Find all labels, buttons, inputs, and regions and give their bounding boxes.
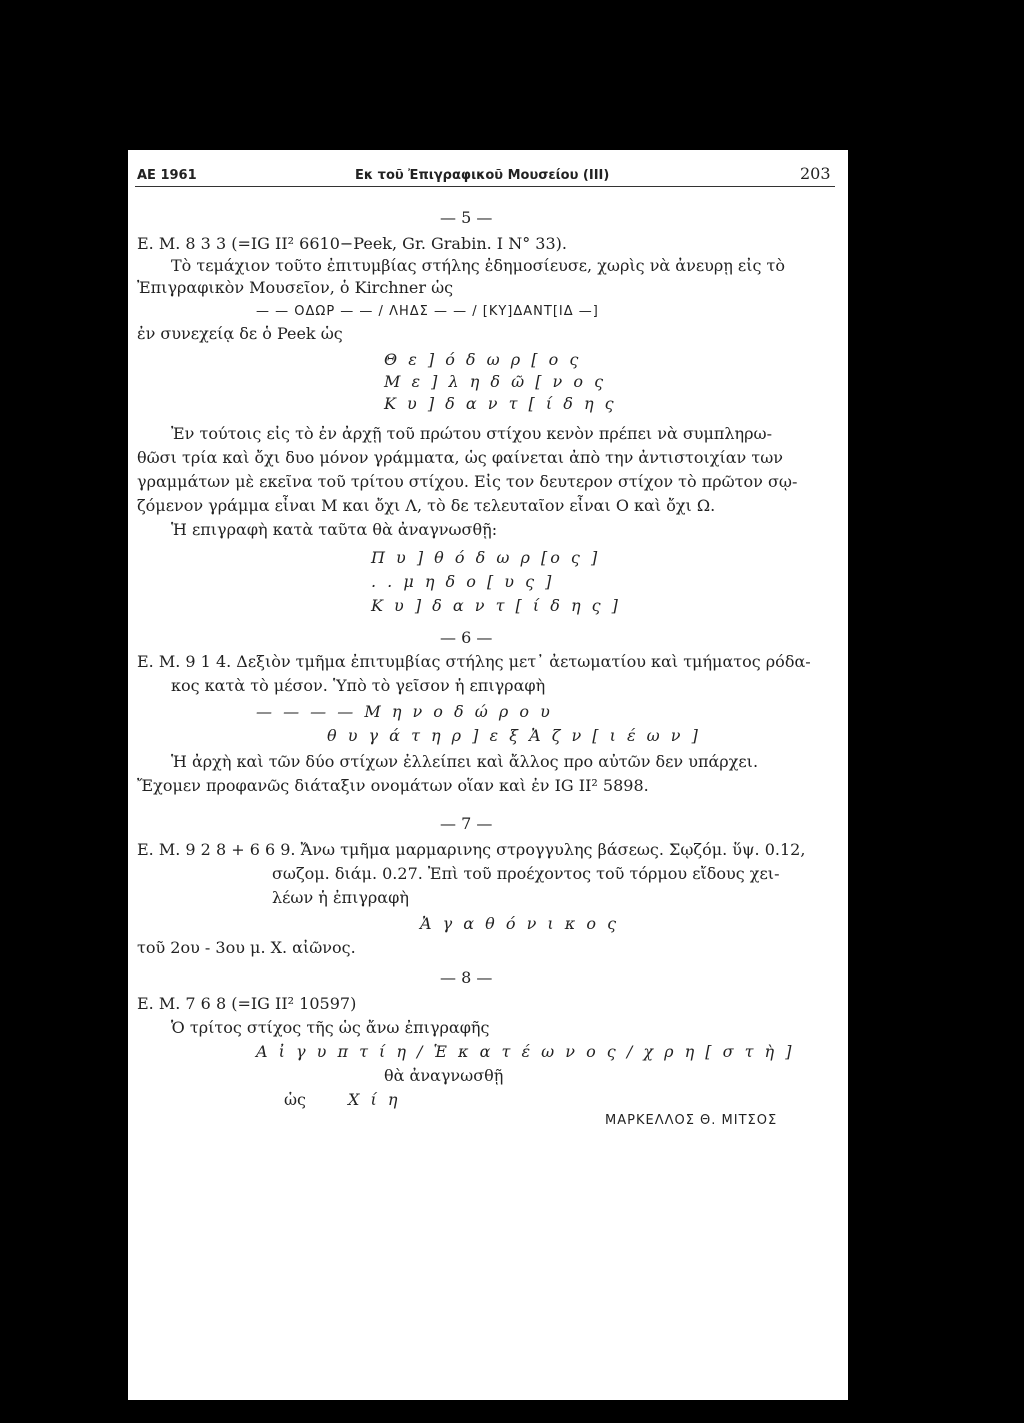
kirchner-reading: — — ΟΔΩΡ — — / ΛΗΔΣ — — / [ΚΥ]ΔΑΝΤ[ΙΔ —] — [256, 304, 599, 319]
section-5-para-line: θῶσι τρία καὶ ὄχι δυο μόνον γράμματα, ὡς φαίνεται ἀπὸ την ἀντιστοιχίαν των — [137, 448, 783, 467]
section-8-line: ὡς — [284, 1090, 307, 1109]
inscription-line: θ υ γ ά τ η ρ ] ε ξ Ἀ ζ ν [ ι έ ω ν ] — [327, 726, 701, 745]
section-7-line: λέων ἡ ἐπιγραφὴ — [272, 888, 409, 907]
corrected-reading: Χ ί η — [348, 1090, 401, 1109]
section-6-line: Ἡ ἀρχὴ καὶ τῶν δύο στίχων ἐλλείπει καὶ ἄλλος προ αὐτῶν δεν υπάρχει. — [171, 752, 759, 771]
inscription-name: Ἀ γ α θ ό ν ι κ ο ς — [420, 914, 620, 933]
revised-reading-line: . . μ η δ ο [ υ ς ] — [371, 572, 555, 591]
section-8-line: θὰ ἀναγνωσθῇ — [384, 1066, 504, 1085]
section-6-line: Ἔχομεν προφανῶς διάταξιν ονομάτων οἵαν καὶ ἐν IG II² 5898. — [137, 776, 649, 795]
running-title: Εκ τοῦ Ἐπιγραφικοῦ Μουσείου (ΙΙΙ) — [355, 168, 610, 183]
section-8-number: — 8 — — [440, 968, 493, 987]
section-8-line: Ὁ τρίτος στίχος τῆς ὡς ἄνω ἐπιγραφῆς — [171, 1018, 490, 1037]
section-7-line: Ε. Μ. 9 2 8 + 6 6 9. Ἄνω τμῆμα μαρμαρινης στρογγυλης βάσεως. Σῳζόμ. ὕψ. 0.12, — [137, 840, 806, 859]
peek-reading-line: Κ υ ] δ α ν τ [ ί δ η ς — [384, 394, 617, 413]
section-5-para-line: Ἐν τούτοις εἰς τὸ ἐν ἀρχῇ τοῦ πρώτου στίχου κενὸν πρέπει νὰ συμπληρω- — [171, 424, 772, 443]
inscription-line: Α ἰ γ υ π τ ί η / Ἑ κ α τ έ ω ν ο ς / χ ρ η [ σ τ ὴ ] — [256, 1042, 795, 1061]
revised-reading-line: Π υ ] θ ό δ ω ρ [ο ς ] — [371, 548, 601, 567]
journal-year: ΑΕ 1961 — [137, 168, 197, 183]
page-number: 203 — [800, 164, 831, 183]
section-8-reference: Ε. Μ. 7 6 8 (=IG II² 10597) — [137, 994, 357, 1013]
section-5-para-line: Τὸ τεμάχιον τοῦτο ἐπιτυμβίας στήλης ἐδημοσίευσε, χωρὶς νὰ ἀνευρῃ εἰς τὸ — [171, 256, 786, 275]
peek-reading-line: Θ ε ] ό δ ω ρ [ ο ς — [384, 350, 582, 369]
inscription-line: — — — — Μ η ν ο δ ώ ρ ο υ — [256, 702, 553, 721]
header-rule — [135, 186, 835, 187]
revised-reading-line: Κ υ ] δ α ν τ [ ί δ η ς ] — [371, 596, 621, 615]
section-5-para-line: γραμμάτων μὲ εκεῖνα τοῦ τρίτου στίχου. Εἰς τον δευτερον στίχον τὸ πρῶτον σῳ- — [137, 472, 798, 491]
section-5-number: — 5 — — [440, 208, 493, 227]
peek-reading-line: Μ ε ] λ η δ ῶ [ ν ο ς — [384, 372, 607, 391]
section-5-reference: Ε. Μ. 8 3 3 (=IG II² 6610−Peek, Gr. Grabin. I N° 33). — [137, 234, 567, 253]
section-6-line: Ε. Μ. 9 1 4. Δεξιὸν τμῆμα ἐπιτυμβίας στήλης μετ᾽ ἀετωματίου καὶ τμήματος ρόδα- — [137, 652, 811, 671]
section-5-para-line: ἐν συνεχείᾳ δε ὁ Peek ὡς — [137, 324, 343, 343]
section-5-para-line: Ἡ επιγραφὴ κατὰ ταῦτα θὰ ἀναγνωσθῇ: — [171, 520, 498, 539]
section-6-line: κος κατὰ τὸ μέσον. Ὑπὸ τὸ γεῖσον ἡ επιγραφὴ — [171, 676, 546, 695]
section-5-para-line: ζόμενον γράμμα εἶναι Μ και ὄχι Λ, τὸ δε τελευταῖον εἶναι Ο καὶ ὄχι Ω. — [137, 496, 716, 515]
section-5-para-line: Ἐπιγραφικὸν Μουσεῖον, ὁ Kirchner ὡς — [137, 278, 454, 297]
section-7-number: — 7 — — [440, 814, 493, 833]
section-7-line: σωζομ. διάμ. 0.27. Ἐπὶ τοῦ προέχοντος τοῦ τόρμου εἴδους χει- — [272, 864, 780, 883]
dating-line: τοῦ 2ου - 3ου μ. Χ. αἰῶνος. — [137, 938, 356, 957]
section-6-number: — 6 — — [440, 628, 493, 647]
author-signature: ΜΑΡΚΕΛΛΟΣ Θ. ΜΙΤΣΟΣ — [605, 1113, 778, 1128]
